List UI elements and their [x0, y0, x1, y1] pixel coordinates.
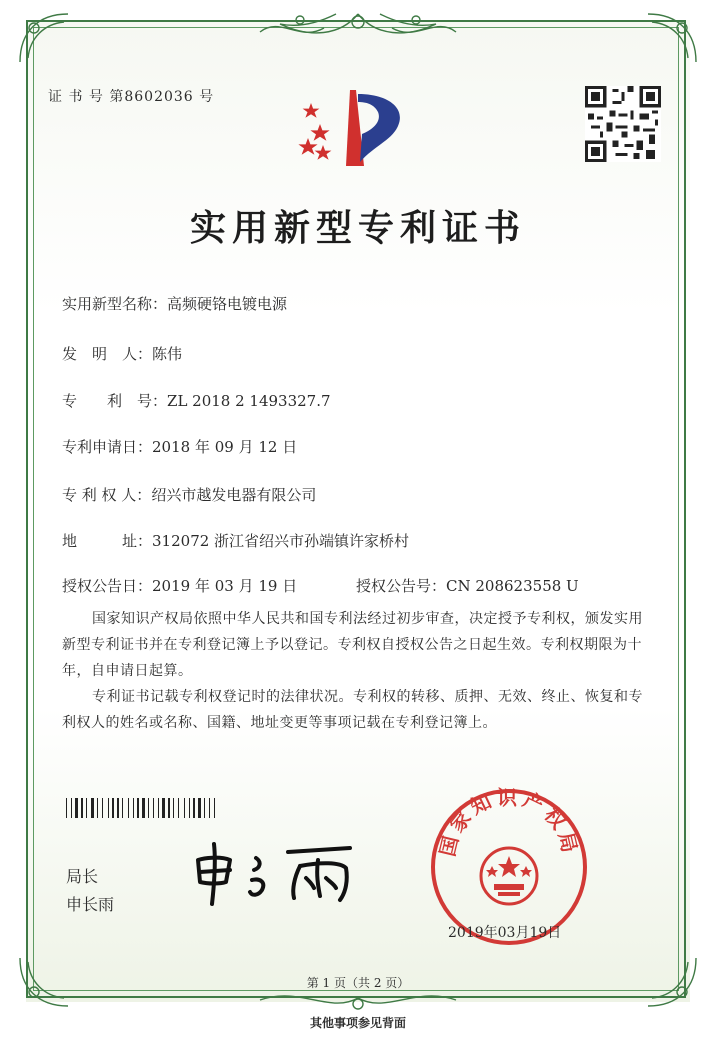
field-label: 专利申请日：: [62, 438, 153, 456]
patent-office-logo-icon: [298, 86, 414, 170]
corner-ornament-top-left-icon: [14, 8, 74, 68]
field-filing-date: [62, 436, 297, 457]
seal-text: 国家知识产权局: [435, 786, 583, 859]
qr-code-icon: [584, 86, 662, 162]
seal-date: 2019年03月19日: [448, 925, 562, 941]
field-inventor: [62, 343, 182, 364]
certificate-title: 实用新型专利证书: [189, 207, 526, 249]
field-value: 312072 浙江省绍兴市孙端镇许家桥村: [152, 532, 410, 550]
field-grant-date: [62, 575, 297, 596]
back-note: 其他事项参见背面: [309, 1016, 406, 1030]
field-value: CN 208623558 U: [446, 577, 579, 595]
field-label: 授权公告日：: [62, 577, 153, 595]
field-patentee: [62, 484, 316, 505]
legal-status-paragraph: 专利证书记载专利权登记时的法律状况。专利权的转移、质押、无效、终止、恢复和专利权人的姓名或名称、国籍、地址变更等事项记载在专利登记簿上。: [62, 689, 643, 731]
field-utility-model-name: [62, 293, 287, 314]
field-value: 高频硬铬电镀电源: [167, 295, 288, 313]
barcode-icon: [66, 798, 264, 818]
field-address: [62, 530, 409, 551]
field-label: 授权公告号：: [356, 577, 447, 595]
signatory-name: 申长雨: [66, 895, 115, 914]
certificate-number: 证 书 号 第8602036 号: [48, 89, 215, 105]
field-value: 绍兴市越发电器有限公司: [151, 486, 317, 504]
field-label: 专 利 号：: [62, 392, 168, 410]
field-label: 实用新型名称：: [62, 295, 168, 313]
signatory-title: 局长: [66, 867, 99, 886]
top-ornament-icon: [240, 8, 476, 48]
field-label: 地 址：: [62, 532, 153, 550]
page-number: 第 1 页（共 2 页）: [306, 976, 410, 990]
field-patent-number: [62, 390, 331, 411]
corner-ornament-top-right-icon: [642, 8, 702, 68]
director-signature-icon: [190, 838, 360, 908]
field-grant-number: [356, 575, 579, 596]
grant-paragraph: 国家知识产权局依照中华人民共和国专利法经过初步审查，决定授予专利权，颁发实用新型专利证书并在专利登记簿上予以登记。专利权自授权公告之日起生效。专利权期限为十年，自申请日起算。: [62, 611, 643, 679]
field-value: 2018 年 09 月 12 日: [152, 438, 298, 456]
field-label: 专 利 权 人：: [62, 486, 152, 504]
field-label: 发 明 人：: [62, 345, 153, 363]
field-value: 2019 年 03 月 19 日: [152, 577, 298, 595]
field-value: 陈伟: [152, 345, 183, 363]
field-value: ZL 2018 2 1493327.7: [167, 392, 331, 410]
